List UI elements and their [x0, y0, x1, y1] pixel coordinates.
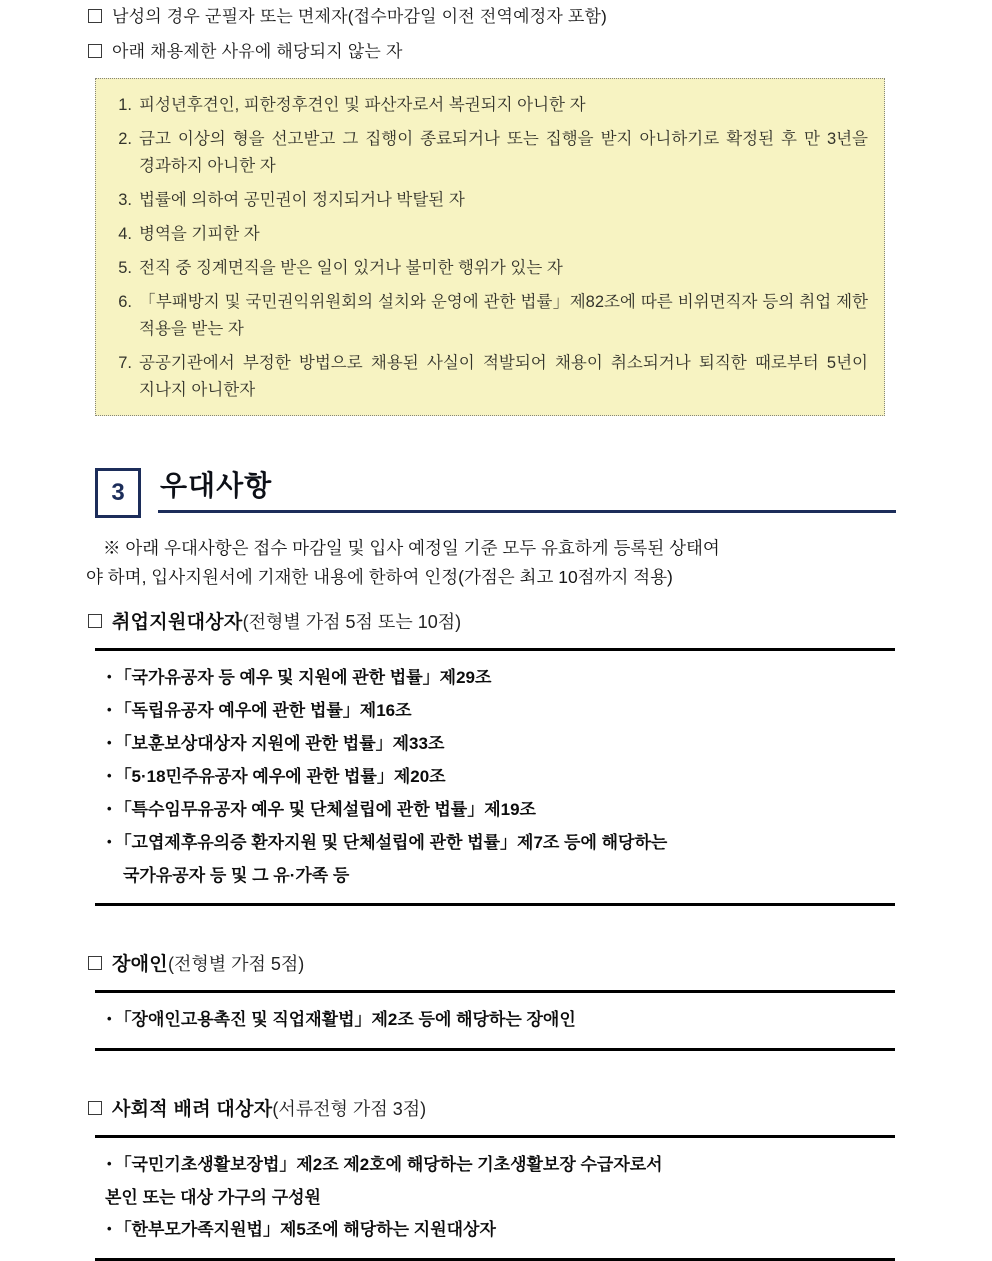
restriction-item: [110, 92, 870, 119]
law-item: [107, 662, 887, 695]
section-header: [86, 463, 896, 513]
law-item: [107, 695, 887, 728]
law-item-text: • 「독립유공자 예우에 관한 법률」제16조: [107, 701, 412, 720]
checkbox-icon: [88, 9, 102, 23]
law-list: [95, 990, 895, 1051]
checklist-item: [86, 6, 896, 28]
subsection-heading: [86, 609, 896, 637]
restriction-number: 7.: [118, 354, 132, 372]
law-item: [107, 1004, 887, 1037]
restriction-number: 6.: [118, 293, 132, 311]
law-item-text: • 「5·18민주유공자 예우에 관한 법률」제20조: [107, 767, 446, 786]
subsection-heading-text: [112, 1096, 426, 1124]
restriction-item: [110, 221, 870, 248]
restriction-text: 병역을 기피한 자: [139, 225, 260, 243]
checkbox-icon: [88, 956, 102, 970]
law-item: [107, 1149, 887, 1214]
law-item-text: • 「특수임무유공자 예우 및 단체설립에 관한 법률」제19조: [107, 800, 536, 819]
note-line: ※ 아래 우대사항은 접수 마감일 및 입사 예정일 기준 모두 유효하게 등록된 상태여: [103, 538, 720, 558]
restriction-item: [110, 289, 870, 343]
note-line: 야 하며, 입사지원서에 기재한 내용에 한하여 인정(가점은 최고 10점까지 적용): [86, 567, 673, 587]
section-title-underline: [158, 464, 896, 513]
checkbox-icon: [88, 1101, 102, 1115]
law-item: [107, 728, 887, 761]
checklist-item: [86, 41, 896, 63]
subsection-disabled: [86, 951, 896, 1051]
subsection-suffix: (서류전형 가점 3점): [272, 1099, 427, 1119]
checklist-text: 아래 채용제한 사유에 해당되지 않는 자: [112, 42, 403, 61]
law-item-text: • 「고엽제후유의증 환자지원 및 단체설립에 관한 법률」제7조 등에 해당하는: [107, 833, 667, 852]
subsection-employment-support: [86, 609, 896, 906]
restriction-text: 전직 중 징계면직을 받은 일이 있거나 불미한 행위가 있는 자: [139, 259, 563, 277]
subsection-heading-text: [112, 951, 304, 979]
subsection-social-consideration: [86, 1096, 896, 1261]
subsection-title: 사회적 배려 대상자: [112, 1099, 273, 1120]
checklist-text: 남성의 경우 군필자 또는 면제자(접수마감일 이전 전역예정자 포함): [112, 7, 607, 26]
section-title: 우대사항: [160, 470, 273, 501]
restrictions-box: [95, 78, 885, 416]
subsection-title: 장애인: [112, 954, 168, 975]
law-list: [95, 1135, 895, 1261]
checkbox-icon: [88, 614, 102, 628]
subsection-heading: [86, 951, 896, 979]
restriction-number: 2.: [118, 130, 132, 148]
law-item: [107, 827, 887, 892]
subsection-suffix: (전형별 가점 5점 또는 10점): [242, 612, 462, 632]
section-number-box: [95, 468, 141, 518]
law-item-text: • 「한부모가족지원법」제5조에 해당하는 지원대상자: [107, 1220, 496, 1239]
law-item-text: • 「장애인고용촉진 및 직업재활법」제2조 등에 해당하는 장애인: [107, 1010, 576, 1029]
law-item-text: • 「국가유공자 등 예우 및 지원에 관한 법률」제29조: [107, 668, 491, 687]
restriction-number: 1.: [118, 96, 132, 114]
checkbox-icon: [88, 44, 102, 58]
law-item-text: 국가유공자 등 및 그 유·가족 등: [123, 866, 350, 885]
law-item-text: • 「보훈보상대상자 지원에 관한 법률」제33조: [107, 734, 444, 753]
restriction-text: 피성년후견인, 피한정후견인 및 파산자로서 복권되지 아니한 자: [139, 96, 586, 114]
restriction-number: 4.: [118, 225, 132, 243]
law-item-text: 본인 또는 대상 가구의 구성원: [105, 1188, 321, 1207]
law-item: [107, 1214, 887, 1247]
restriction-text: 「부패방지 및 국민권익위원회의 설치와 운영에 관한 법률」제82조에 따른 비위면직자 등의 취업 제한 적용을 받는 자: [139, 293, 868, 338]
section-note: [86, 534, 896, 592]
subsection-heading-text: [112, 609, 461, 637]
law-list: [95, 648, 895, 906]
restriction-item: [110, 255, 870, 282]
subsection-heading: [86, 1096, 896, 1124]
restriction-text: 금고 이상의 형을 선고받고 그 집행이 종료되거나 또는 집행을 받지 아니하기로 확정된 후 만 3년을 경과하지 아니한 자: [139, 130, 868, 175]
law-item: [107, 761, 887, 794]
restriction-item: [110, 350, 870, 404]
subsection-title: 취업지원대상자: [112, 612, 243, 633]
law-item-text: • 「국민기초생활보장법」제2조 제2호에 해당하는 기초생활보장 수급자로서: [107, 1155, 663, 1174]
restriction-number: 5.: [118, 259, 132, 277]
restriction-text: 공공기관에서 부정한 방법으로 채용된 사실이 적발되어 채용이 취소되거나 퇴직한 때로부터 5년이 지나지 아니한자: [139, 354, 868, 399]
subsection-suffix: (전형별 가점 5점): [167, 954, 305, 974]
restriction-item: [110, 187, 870, 214]
section-number: 3: [111, 479, 125, 506]
restriction-number: 3.: [118, 191, 132, 209]
restriction-text: 법률에 의하여 공민권이 정지되거나 박탈된 자: [139, 191, 465, 209]
law-item: [107, 794, 887, 827]
restriction-item: [110, 126, 870, 180]
